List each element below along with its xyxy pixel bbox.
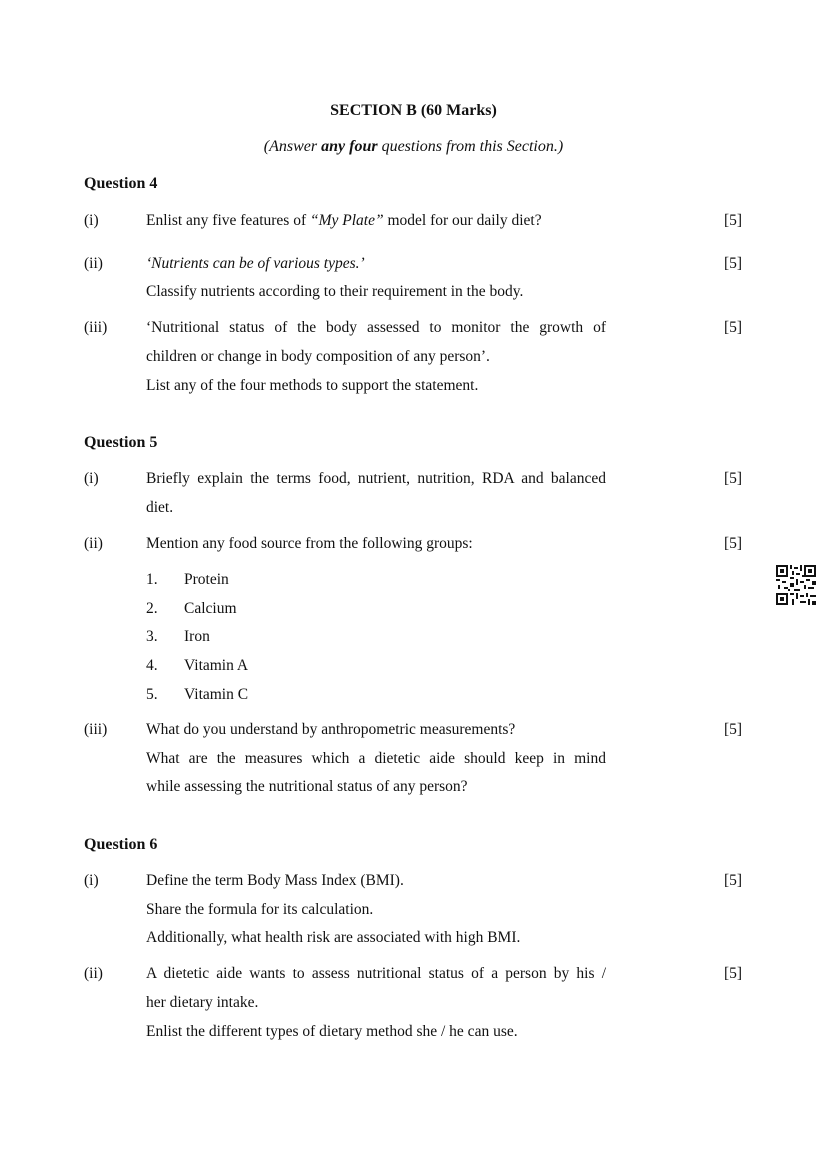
list-item-number: 5.: [146, 686, 158, 703]
q4-i-italic: “My Plate”: [309, 212, 384, 229]
q5-ii-line1: Mention any food source from the following groups:: [146, 535, 473, 552]
instruction-pre: (Answer: [263, 138, 322, 155]
q4-iii-line3: List any of the four methods to support the statement.: [146, 377, 479, 394]
q5-iii-number: (iii): [84, 721, 108, 738]
q5-i-number: (i): [84, 470, 99, 487]
list-item-number: 1.: [146, 571, 158, 588]
list-item-text: Vitamin A: [184, 657, 249, 674]
q4-i-pre: Enlist any five features of: [146, 212, 310, 229]
q5-iii-marks: [5]: [724, 721, 743, 738]
q5-iii-line2: What are the measures which a dietetic aide should keep in mind: [146, 750, 606, 767]
q5-iii-line3: while assessing the nutritional status of any person?: [146, 778, 468, 795]
q4-ii-number: (ii): [84, 255, 103, 272]
q5-i-marks: [5]: [724, 470, 743, 487]
q6-ii-number: (ii): [84, 965, 103, 982]
list-item-text: Vitamin C: [184, 686, 249, 703]
q4-i-text: [146, 212, 542, 230]
q4-ii-quote: ‘Nutrients can be of various types.’: [146, 255, 365, 272]
q4-iii-line2: children or change in body composition of any person’.: [146, 348, 490, 365]
q5-i-line1: Briefly explain the terms food, nutrient, nutrition, RDA and balanced: [146, 470, 606, 487]
list-item-number: 4.: [146, 657, 158, 674]
q6-ii-line3: Enlist the different types of dietary method she / he can use.: [146, 1023, 518, 1040]
q4-i-post: model for our daily diet?: [383, 212, 542, 229]
list-item-number: 2.: [146, 600, 158, 617]
q6-i-line3: Additionally, what health risk are associated with high BMI.: [146, 929, 521, 946]
q4-iii-marks: [5]: [724, 319, 743, 336]
q6-ii-line1: A dietetic aide wants to assess nutritional status of a person by his /: [146, 965, 606, 982]
q5-ii-marks: [5]: [724, 535, 743, 552]
section-instruction: [0, 138, 827, 156]
instruction-bold: any four: [321, 138, 378, 155]
q4-i-number: (i): [84, 212, 99, 229]
q6-ii-marks: [5]: [724, 965, 743, 982]
qr-code-icon: [776, 565, 816, 605]
list-item-text: Protein: [184, 571, 229, 588]
q5-i-line2: diet.: [146, 499, 174, 516]
question-5-heading: Question 5: [84, 434, 158, 451]
instruction-post: questions from this Section.): [377, 138, 564, 155]
q6-i-marks: [5]: [724, 872, 743, 889]
section-title: SECTION B (60 Marks): [330, 102, 497, 119]
list-item-number: 3.: [146, 628, 158, 645]
q4-ii-line2: Classify nutrients according to their requirement in the body.: [146, 283, 524, 300]
list-item-text: Calcium: [184, 600, 237, 617]
q6-i-line1: Define the term Body Mass Index (BMI).: [146, 872, 404, 889]
q4-iii-line1: ‘Nutritional status of the body assessed to monitor the growth of: [146, 319, 606, 336]
q6-i-number: (i): [84, 872, 99, 889]
q4-iii-number: (iii): [84, 319, 108, 336]
question-4-heading: Question 4: [84, 175, 158, 192]
list-item-text: Iron: [184, 628, 210, 645]
q5-ii-number: (ii): [84, 535, 103, 552]
q6-ii-line2: her dietary intake.: [146, 994, 259, 1011]
question-6-heading: Question 6: [84, 836, 158, 853]
q4-i-marks: [5]: [724, 212, 743, 229]
q4-ii-marks: [5]: [724, 255, 743, 272]
q6-i-line2: Share the formula for its calculation.: [146, 901, 374, 918]
q5-iii-line1: What do you understand by anthropometric measurements?: [146, 721, 516, 738]
